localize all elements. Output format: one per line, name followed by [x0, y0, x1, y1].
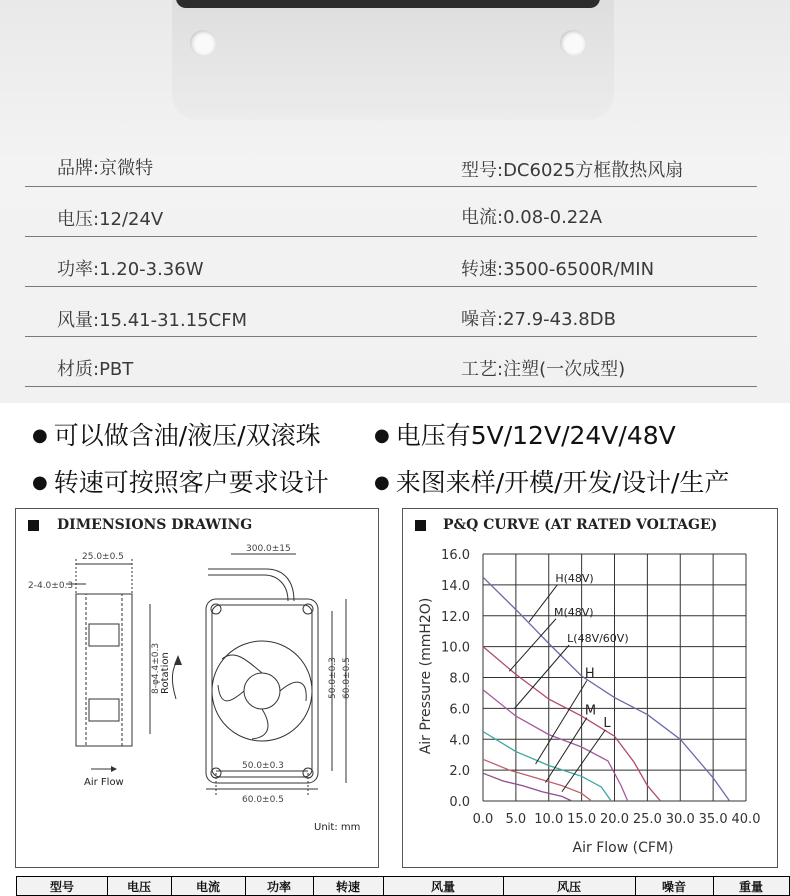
curve-annotation: L [603, 715, 611, 731]
spec-power: 功率:1.20-3.36W [57, 259, 204, 280]
spec-row [25, 186, 757, 237]
table-header-model: 型号 [49, 880, 74, 894]
bullet-icon: ● [32, 425, 48, 446]
x-tick-label: 0.0 [472, 812, 494, 827]
y-axis-label: Air Pressure (mmH2O) [418, 597, 434, 755]
y-tick-label: 14.0 [441, 578, 470, 594]
x-tick-label: 15.0 [567, 812, 597, 827]
spec-voltage: 电压:12/24V [57, 209, 164, 230]
dim-label: 8-φ4.4±0.3 [151, 642, 161, 694]
front-view-inner [212, 605, 312, 777]
x-tick-label: 20.0 [600, 812, 629, 827]
x-tick-label: 10.0 [534, 812, 564, 827]
spec-brand: 品牌:京微特 [57, 158, 154, 179]
bullet-icon: ● [374, 472, 390, 493]
bullet-icon: ● [32, 472, 48, 493]
curve-annotation: M(48V) [554, 605, 594, 619]
dim-label: 25.0±0.5 [82, 552, 124, 562]
fan-blade [252, 709, 268, 739]
spec-material: 材质:PBT [57, 359, 134, 380]
dim-label: 60.0±0.5 [342, 657, 352, 699]
spec-row [25, 286, 757, 337]
x-tick-label: 5.0 [505, 812, 527, 827]
feature-item [374, 463, 729, 499]
feature-text: 来图来样/开模/开发/设计/生产 [395, 468, 730, 497]
x-axis-label: Air Flow (CFM) [572, 840, 674, 856]
spec-process: 工艺:注塑(一次成型) [461, 359, 626, 380]
y-tick-label: 2.0 [449, 764, 470, 780]
annotation-leader-line [515, 645, 570, 708]
annotation-leader-line [536, 681, 587, 764]
y-tick-label: 4.0 [449, 733, 470, 749]
side-view-slot [89, 624, 119, 646]
table-header-noise: 噪音 [661, 880, 686, 894]
dim-label: 50.0±0.3 [328, 657, 338, 699]
unit-label: Unit: mm [314, 822, 361, 833]
drawing-title: DIMENSIONS DRAWING [57, 517, 253, 533]
rotation-arrowhead-icon [174, 655, 182, 665]
table-header-weight: 重量 [738, 880, 763, 894]
dim-label: 60.0±0.5 [242, 795, 284, 805]
mounting-hole-icon [190, 30, 216, 56]
y-tick-label: 6.0 [449, 702, 470, 718]
table-header-current: 电流 [195, 880, 220, 894]
spec-row [25, 136, 757, 187]
curve-annotation: H(48V) [555, 571, 594, 585]
series-line [483, 732, 611, 802]
y-tick-label: 16.0 [441, 548, 470, 563]
dimensions-drawing-panel [15, 508, 379, 868]
pq-curve-panel [402, 508, 778, 868]
rotation-label: Rotation [160, 652, 171, 694]
curve-annotation: L(48V/60V) [567, 631, 629, 645]
feature-item [32, 416, 321, 452]
dimension-drawing-svg [16, 509, 378, 867]
spec-speed: 转速:3500-6500R/MIN [461, 259, 655, 280]
y-tick-label: 12.0 [441, 609, 470, 625]
side-view-inner [86, 594, 122, 746]
side-view-slot [89, 699, 119, 721]
model-table-header [16, 876, 790, 896]
y-tick-label: 0.0 [449, 795, 470, 810]
table-header-speed: 转速 [335, 880, 360, 894]
table-header-power: 功率 [266, 880, 291, 894]
fan-product-image [172, 0, 614, 120]
x-tick-label: 25.0 [632, 812, 662, 827]
chart-title: P&Q CURVE (AT RATED VOLTAGE) [443, 517, 718, 533]
feature-text: 转速可按照客户要求设计 [53, 468, 329, 497]
side-view-outline [76, 594, 132, 746]
feature-item [32, 463, 329, 499]
table-header-voltage: 电压 [126, 880, 151, 894]
mounting-hole-icon [560, 30, 586, 56]
annotation-leader-line [545, 718, 586, 783]
spec-airflow: 风量:15.41-31.15CFM [57, 310, 248, 331]
cable [208, 569, 294, 601]
curve-annotation: H [584, 666, 595, 682]
fan-blade [280, 682, 306, 701]
feature-text: 可以做含油/液压/双滚珠 [53, 421, 321, 450]
dim-label: 300.0±15 [246, 544, 291, 554]
x-tick-label: 30.0 [665, 812, 695, 827]
cable [208, 575, 288, 601]
spec-current: 电流:0.08-0.22A [461, 207, 603, 228]
curve-annotation: M [584, 703, 597, 719]
spec-noise: 噪音:27.9-43.8DB [461, 309, 616, 330]
spec-model: 型号:DC6025方框散热风扇 [461, 160, 684, 181]
feature-item [374, 416, 676, 452]
x-tick-label: 40.0 [731, 812, 761, 827]
y-tick-label: 8.0 [449, 671, 470, 687]
table-header-pressure: 风压 [556, 880, 581, 894]
series-line [483, 577, 730, 801]
pq-chart-svg [403, 509, 777, 867]
x-tick-label: 35.0 [698, 812, 728, 827]
airflow-label: Air Flow [84, 777, 124, 788]
dim-label: 50.0±0.3 [242, 761, 284, 771]
spec-row [25, 336, 757, 387]
fan-blade [222, 655, 262, 673]
bullet-icon: ● [374, 425, 390, 446]
fan-hub [244, 673, 280, 709]
series-line [483, 773, 572, 801]
front-view-outline [206, 599, 318, 783]
fan-frame-top [176, 0, 600, 8]
spec-row [25, 236, 757, 287]
fan-blade [218, 685, 244, 701]
dim-label: 2-4.0±0.3 [28, 581, 74, 591]
table-header-airflow: 风量 [430, 880, 455, 894]
feature-text: 电压有5V/12V/24V/48V [395, 421, 676, 450]
y-tick-label: 10.0 [441, 640, 470, 656]
airflow-arrowhead-icon [111, 766, 117, 772]
